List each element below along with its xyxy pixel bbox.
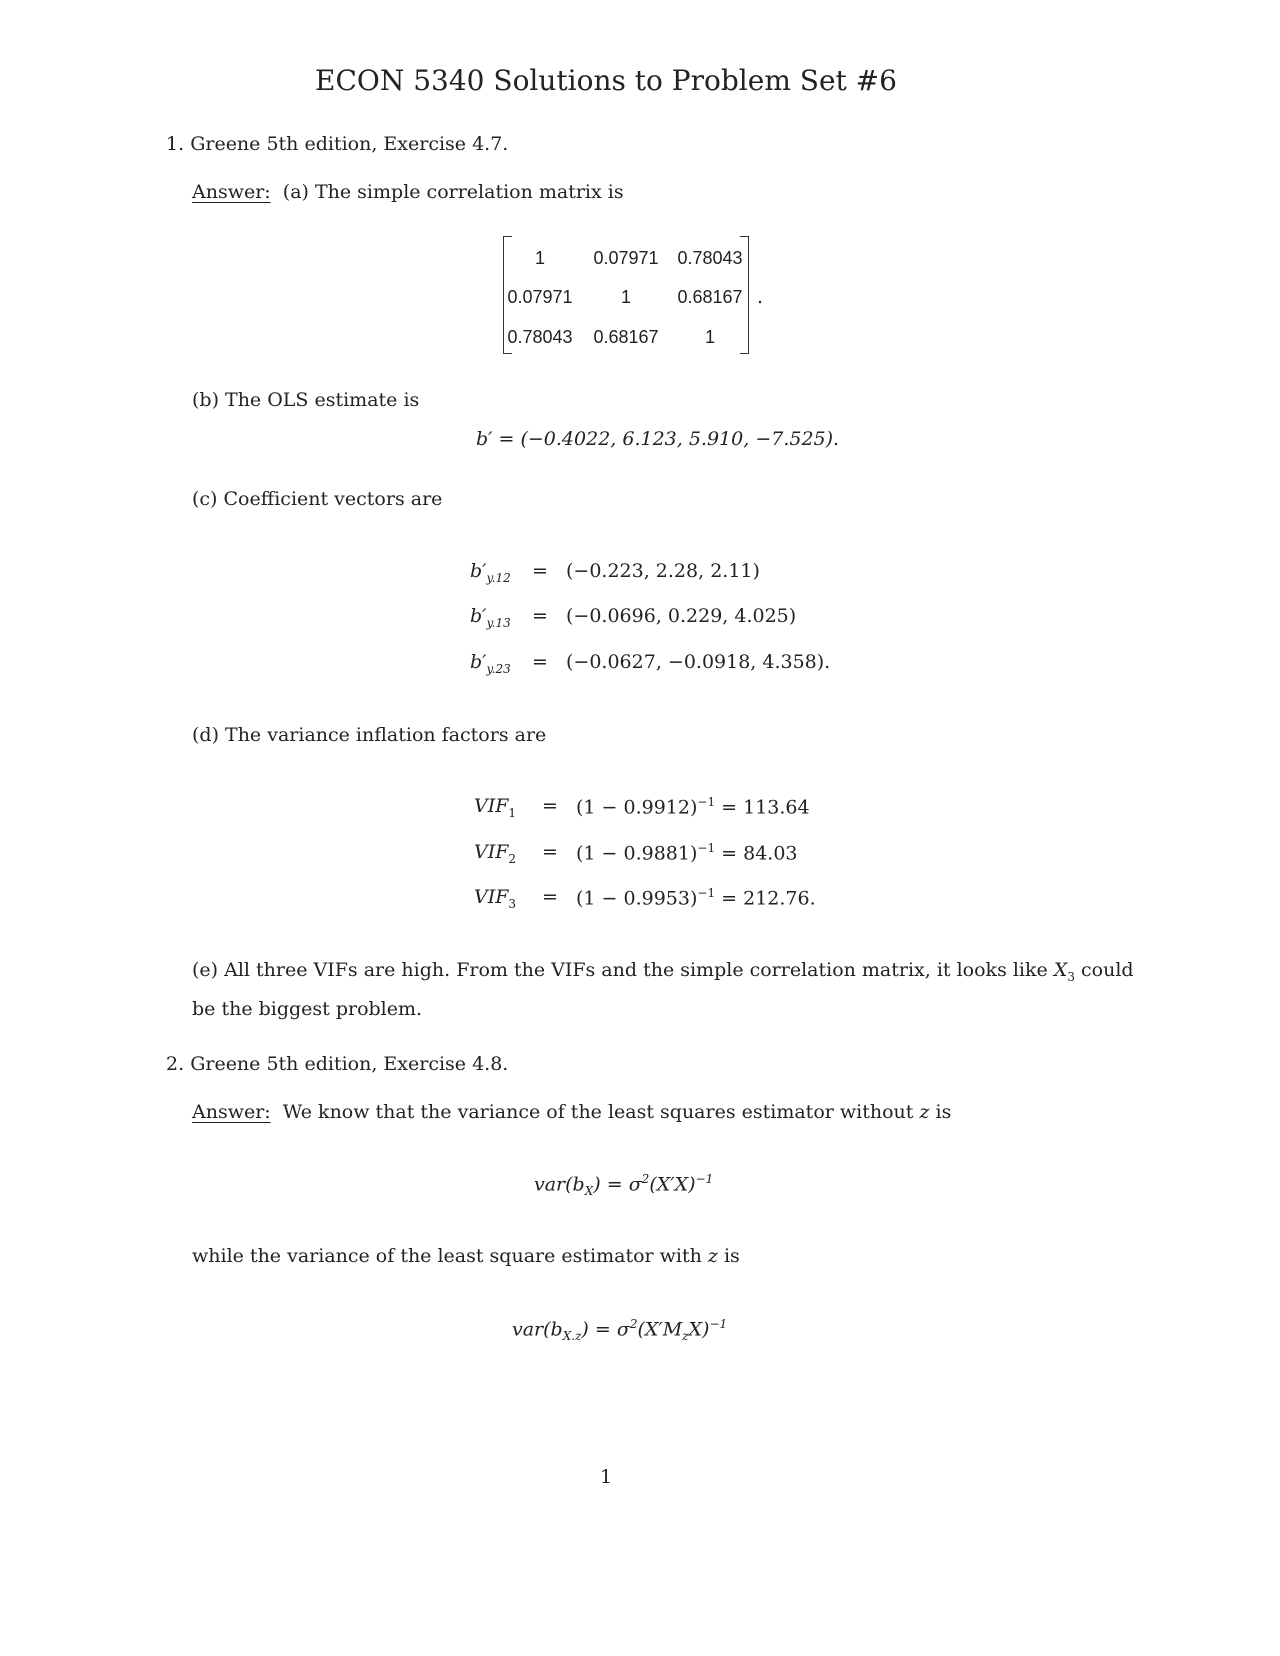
variable: z (707, 1245, 718, 1267)
eq-sub: X (584, 1184, 594, 1199)
eq-part: (X′X) (649, 1173, 696, 1196)
part-e-line-1 (192, 959, 1134, 984)
eq-part: var(b (512, 1318, 563, 1341)
eq-lhs: b′ (470, 560, 487, 582)
part-d-text: (d) The variance inflation factors are (192, 724, 547, 746)
equals-sign: = (542, 841, 558, 863)
eq-lhs: b′ (470, 605, 487, 627)
eq-base: (1 − 0.9912) (576, 796, 698, 819)
matrix-cell: 0.78043 (677, 248, 743, 268)
eq-exp: −1 (697, 886, 716, 900)
eq-sub: y.23 (486, 661, 511, 676)
part-b-text: (b) The OLS estimate is (192, 389, 420, 411)
answer-label: Answer: (192, 1101, 271, 1123)
page-number: 1 (599, 1466, 613, 1488)
answer-line-2 (192, 1245, 740, 1267)
answer-text: We know that the variance of the least squares estimator without (282, 1101, 914, 1123)
part-a-text: (a) The simple correlation matrix is (282, 181, 624, 203)
correlation-matrix (503, 236, 749, 354)
eq-rhs: (−0.223, 2.28, 2.11) (566, 560, 760, 582)
part-e-text: (e) All three VIFs are high. From the VIFs and the simple correlation matrix, it looks like (192, 959, 1048, 981)
eq-sup: 2 (641, 1172, 650, 1186)
eq-sup: 2 (629, 1317, 638, 1331)
eq-lhs: VIF (474, 795, 509, 817)
answer-text: while the variance of the least square estimator with (192, 1245, 702, 1267)
eq-base: (1 − 0.9953) (576, 887, 698, 910)
part-e-text-cont: could (1075, 959, 1134, 981)
matrix-cell: 0.68167 (677, 287, 743, 307)
eq-exp: −1 (695, 1172, 714, 1186)
vif-equation (474, 795, 810, 820)
answer-text-end: is (929, 1101, 952, 1123)
eq-part: ) = σ (593, 1173, 642, 1196)
eq-sub: 3 (508, 896, 517, 911)
matrix-cell: 0.07971 (593, 248, 659, 268)
equals-sign: = (542, 795, 558, 817)
eq-sub: 1 (508, 805, 517, 820)
eq-lhs: VIF (474, 886, 509, 908)
problem-2-heading (166, 1053, 508, 1075)
eq-sub: y.13 (486, 615, 511, 630)
matrix-cell: 0.68167 (593, 327, 659, 347)
matrix-cell: 0.78043 (507, 327, 573, 347)
problem-1-heading (166, 133, 508, 155)
equals-sign: = (532, 560, 548, 582)
eq-sub: 2 (508, 851, 517, 866)
eq-part: X) (688, 1318, 710, 1341)
equals-sign: = (542, 886, 558, 908)
vif-equation (474, 886, 816, 911)
eq-part: var(b (534, 1173, 585, 1196)
eq-lhs: VIF (474, 841, 509, 863)
eq-lhs: b′ (470, 651, 487, 673)
coefficient-equation (470, 560, 760, 585)
variable: z (919, 1101, 930, 1123)
part-c-text: (c) Coefficient vectors are (192, 488, 443, 510)
problem-number: 1. (166, 133, 185, 155)
eq-result: = 84.03 (715, 842, 798, 865)
eq-base: (1 − 0.9881) (576, 842, 698, 865)
variance-equation-with-z (512, 1317, 727, 1343)
equals-sign: = (532, 651, 548, 673)
matrix-cell: 0.07971 (507, 287, 573, 307)
eq-part: (X′M (637, 1318, 683, 1341)
eq-exp: −1 (709, 1317, 728, 1331)
matrix-period: . (757, 286, 764, 308)
eq-sub: y.12 (486, 570, 511, 585)
answer-text-end: is (717, 1245, 740, 1267)
problem-heading-text: Greene 5th edition, Exercise 4.8. (190, 1053, 509, 1075)
eq-exp: −1 (697, 795, 716, 809)
eq-rhs: (−0.0696, 0.229, 4.025) (566, 605, 797, 627)
equals-sign: = (532, 605, 548, 627)
eq-exp: −1 (697, 841, 716, 855)
matrix-cell: 1 (704, 327, 715, 347)
coefficient-equation (470, 605, 797, 630)
answer-label: Answer: (192, 181, 271, 203)
answer-line (192, 1101, 951, 1123)
vif-equation (474, 841, 798, 866)
eq-rhs: (−0.0627, −0.0918, 4.358). (566, 651, 831, 673)
eq-sub: X.z (562, 1329, 582, 1344)
coefficient-equation (470, 651, 831, 676)
problem-heading-text: Greene 5th edition, Exercise 4.7. (190, 133, 509, 155)
variable-sub: 3 (1067, 969, 1075, 984)
page-title: ECON 5340 Solutions to Problem Set #6 (315, 64, 897, 97)
variable: X (1053, 959, 1068, 981)
part-e-line-2: be the biggest problem. (192, 998, 423, 1020)
matrix-cell: 1 (534, 248, 545, 268)
problem-number: 2. (166, 1053, 185, 1075)
eq-result: = 212.76. (715, 887, 816, 910)
ols-estimate-equation: b′ = (−0.4022, 6.123, 5.910, −7.525). (476, 428, 840, 450)
eq-result: = 113.64 (715, 796, 810, 819)
variance-equation-without-z (534, 1172, 713, 1198)
answer-a-line (192, 181, 624, 203)
eq-sub: z (682, 1329, 689, 1344)
matrix-cell: 1 (620, 287, 631, 307)
eq-part: ) = σ (581, 1318, 630, 1341)
